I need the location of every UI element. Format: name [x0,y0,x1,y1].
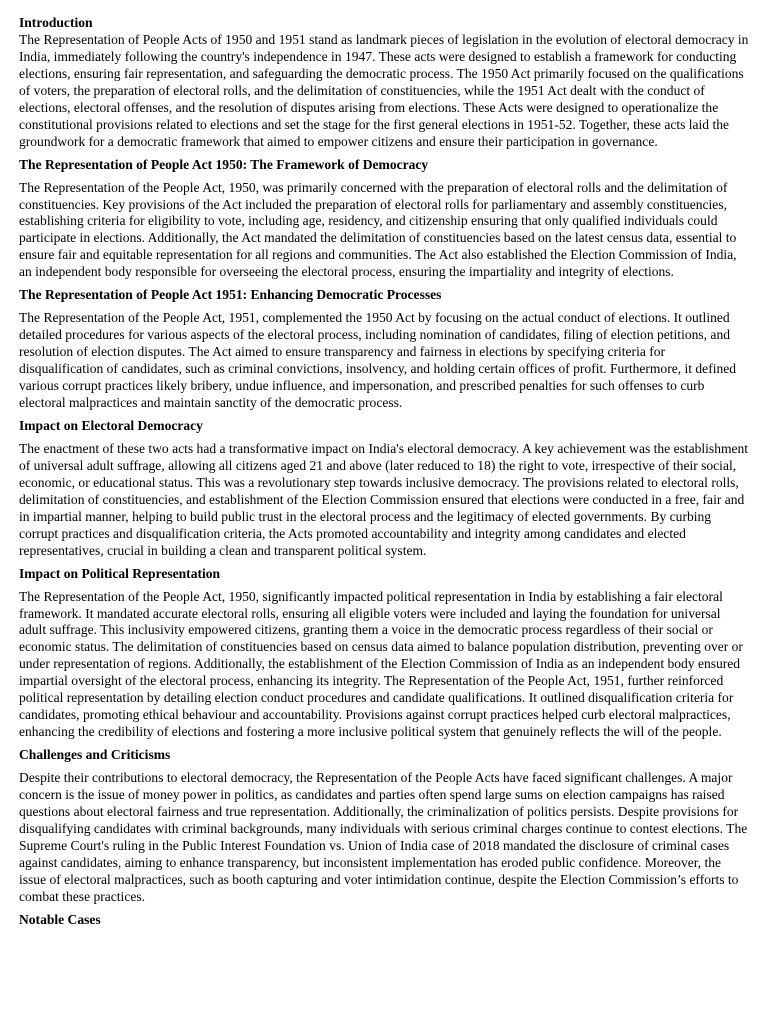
section-paragraph: The Representation of People Acts of 1950 and 1951 stand as landmark pieces of legislation in the evolution of electoral democracy in India, immediately following the country's independence in 1947. These acts were designed to establish a framework for conducting elections, ensuring fair representation, and safeguarding the democratic process. The 1950 Act primarily focused on the qualifications of voters, the preparation of electoral rolls, and the delimitation of constituencies, while the 1951 Act dealt with the conduct of elections, electoral offenses, and the resolution of disputes arising from elections. These Acts were designed to operationalize the constitutional provisions related to elections and set the stage for the first general elections in 1951-52. Together, these acts laid the groundwork for a democratic framework that aimed to empower citizens and ensure their participation in governance. [19,31,749,149]
section-paragraph: The Representation of the People Act, 1950, was primarily concerned with the preparation of electoral rolls and the delimitation of constituencies. Key provisions of the Act included the preparation of electoral rolls for parliamentary and assembly constituencies, establishing criteria for eligibility to vote, including age, residency, and citizenship ensuring that only qualified individuals could participate in elections. Additionally, the Act mandated the delimitation of constituencies based on the latest census data, essential to ensure fair and equitable representation for all regions and communities. The Act also established the Election Commission of India, an independent body responsible for overseeing the electoral process, ensuring the impartiality and integrity of elections. [19,179,737,280]
section-heading: Introduction [19,15,93,30]
section-heading: Impact on Electoral Democracy [19,417,203,433]
section-paragraph: The Representation of the People Act, 1951, complemented the 1950 Act by focusing on the actual conduct of elections. It outlined detailed procedures for various aspects of the electoral process, including nomination of candidates, filing of election petitions, and resolution of election disputes. The Act aimed to ensure transparency and fairness in elections by specifying criteria for disqualification of candidates, such as criminal convictions, insolvency, and holding certain offices of profit. Furthermore, it defined various corrupt practices likely bribery, undue influence, and impersonation, and prescribed penalties for such offenses to curb electoral malpractices and maintain sanctity of the democratic process. [19,310,737,411]
section-introduction [19,15,749,151]
section-heading: Notable Cases [19,911,101,927]
section-challenges-criticisms [19,747,749,906]
section-impact-electoral-democracy [19,418,749,560]
section-rpa-1951 [19,287,749,412]
section-heading: Impact on Political Representation [19,565,221,581]
section-paragraph: The enactment of these two acts had a transformative impact on India's electoral democracy. A key achievement was the establishment of universal adult suffrage, allowing all citizens aged 21 and above (later reduced to 18) the right to vote, irrespective of their social, economic, or educational status. This was a revolutionary step towards inclusive democracy. The provisions related to electoral rolls, delimitation of constituencies, and establishment of the Election Commission ensured that elections were conducted in a free, fair and in impartial manner, helping to build public trust in the electoral process and the legitimacy of elected governments. By curbing corrupt practices and disqualification criteria, the Acts promoted accountability and integrity among candidates and elected representatives, crucial in building a clean and transparent political system. [19,440,749,558]
section-heading: The Representation of People Act 1951: Enhancing Democratic Processes [19,287,442,303]
section-paragraph: The Representation of the People Act, 1950, significantly impacted political representation in India by establishing a fair electoral framework. It mandated accurate electoral rolls, ensuring all eligible voters were included and laying the foundation for universal adult suffrage. This inclusivity empowered citizens, granting them a voice in the democratic process regardless of their social or economic status. The delimitation of constituencies based on census data aimed to balance population distribution, preventing over or under representation of regions. Additionally, the establishment of the Election Commission of India as an independent body ensured impartial oversight of the electoral process, enhancing its integrity. The Representation of the People Act, 1951, further reinforced political representation by detailing election conduct procedures and candidate qualifications. It outlined disqualification criteria for candidates, promoting ethical behaviour and accountability. Provisions against corrupt practices helped curb electoral malpractices, enhancing the credibility of elections and fostering a more inclusive political system that genuinely reflects the will of the people. [19,588,743,740]
section-impact-political-representation [19,566,749,742]
section-notable-cases [19,912,749,929]
section-heading: The Representation of People Act 1950: The Framework of Democracy [19,156,429,172]
section-heading: Challenges and Criticisms [19,747,171,763]
section-rpa-1950 [19,157,749,282]
section-paragraph: Despite their contributions to electoral democracy, the Representation of the People Acts have faced significant challenges. A major concern is the issue of money power in politics, as candidates and parties often spend large sums on election campaigns has raised questions about electoral fairness and true representation. Additionally, the criminalization of politics persists. Despite provisions for disqualifying candidates with criminal backgrounds, many individuals with serious criminal charges continue to contest elections. The Supreme Court's ruling in the Public Interest Foundation vs. Union of India case of 2018 mandated the disclosure of criminal cases against candidates, aiming to enhance transparency, but inconsistent implementation has eroded public confidence. Moreover, the issue of electoral malpractices, such as booth capturing and voter intimidation continue, despite the Election Commission’s efforts to combat these practices. [19,770,748,904]
